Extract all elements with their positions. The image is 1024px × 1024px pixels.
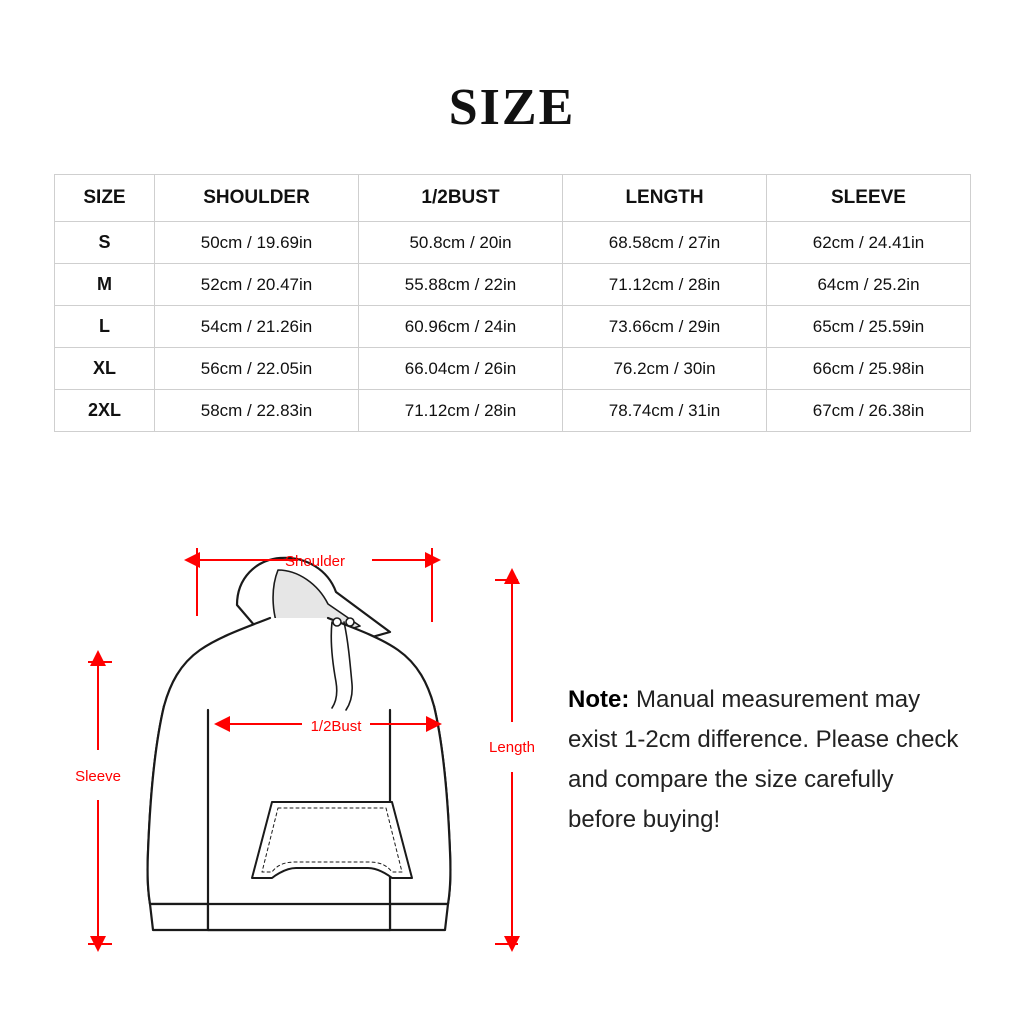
page-title: SIZE xyxy=(448,79,576,136)
cell-shoulder: 52cm / 20.47in xyxy=(155,264,359,306)
cell-size: M xyxy=(55,264,155,306)
cell-sleeve: 65cm / 25.59in xyxy=(767,306,971,348)
table-row xyxy=(55,348,971,390)
note-text: Manual measurement may exist 1-2cm difference. Please check and compare the size carefully before buying! xyxy=(568,686,959,833)
table-header-row xyxy=(55,175,971,222)
cell-bust: 66.04cm / 26in xyxy=(359,348,563,390)
sleeve-measurement xyxy=(88,662,112,944)
cell-bust: 60.96cm / 24in xyxy=(359,306,563,348)
column-header-sleeve: SLEEVE xyxy=(767,175,971,222)
cell-bust: 71.12cm / 28in xyxy=(359,390,563,432)
table-row xyxy=(55,306,971,348)
cell-sleeve: 64cm / 25.2in xyxy=(767,264,971,306)
column-header-shoulder: SHOULDER xyxy=(155,175,359,222)
cell-shoulder: 56cm / 22.05in xyxy=(155,348,359,390)
length-label: Length xyxy=(489,739,535,756)
note-label: Note: xyxy=(568,686,630,713)
cell-sleeve: 62cm / 24.41in xyxy=(767,222,971,264)
shoulder-label: Shoulder xyxy=(284,553,346,570)
column-header-length: LENGTH xyxy=(563,175,767,222)
hoodie-measurement-diagram xyxy=(40,500,560,980)
cell-bust: 50.8cm / 20in xyxy=(359,222,563,264)
cell-sleeve: 66cm / 25.98in xyxy=(767,348,971,390)
table-row xyxy=(55,390,971,432)
sleeve-label: Sleeve xyxy=(75,768,121,785)
table-row xyxy=(55,222,971,264)
cell-sleeve: 67cm / 26.38in xyxy=(767,390,971,432)
cell-size: XL xyxy=(55,348,155,390)
cell-bust: 55.88cm / 22in xyxy=(359,264,563,306)
cell-size: L xyxy=(55,306,155,348)
cell-length: 71.12cm / 28in xyxy=(563,264,767,306)
cell-length: 73.66cm / 29in xyxy=(563,306,767,348)
column-header-bust: 1/2BUST xyxy=(359,175,563,222)
column-header-size: SIZE xyxy=(55,175,155,222)
cell-size: 2XL xyxy=(55,390,155,432)
cell-shoulder: 54cm / 21.26in xyxy=(155,306,359,348)
measurement-note xyxy=(568,680,968,840)
bust-label: 1/2Bust xyxy=(310,718,362,735)
cell-size: S xyxy=(55,222,155,264)
cell-shoulder: 50cm / 19.69in xyxy=(155,222,359,264)
length-measurement xyxy=(495,580,518,944)
cell-shoulder: 58cm / 22.83in xyxy=(155,390,359,432)
cell-length: 76.2cm / 30in xyxy=(563,348,767,390)
size-chart-table xyxy=(54,174,971,432)
cell-length: 68.58cm / 27in xyxy=(563,222,767,264)
table-row xyxy=(55,264,971,306)
hoodie-icon xyxy=(148,558,451,930)
cell-length: 78.74cm / 31in xyxy=(563,390,767,432)
